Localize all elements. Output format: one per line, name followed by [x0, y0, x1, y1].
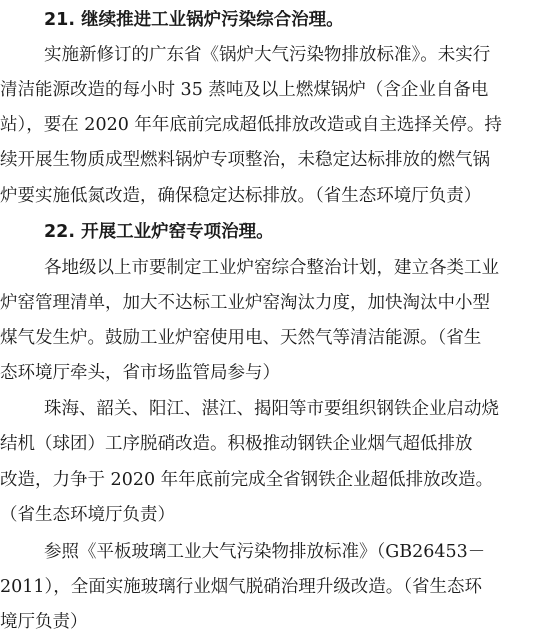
section-21-para-1-line-5: 炉要实施低氮改造，确保稳定达标排放。（省生态环境厅负责）: [0, 186, 482, 206]
section-21-para-1-line-2: 清洁能源改造的每小时 35 蒸吨及以上燃煤锅炉（含企业自备电: [0, 80, 489, 100]
section-22-para-3-line-3: 境厅负责）: [0, 612, 88, 632]
section-21-heading: 21. 继续推进工业锅炉污染综合治理。: [44, 10, 344, 30]
section-22-para-3-line-1: 参照《平板玻璃工业大气污染物排放标准》（GB26453－: [44, 542, 486, 562]
section-22-para-2-line-2: 结机（球团）工序脱硝改造。积极推动钢铁企业烟气超低排放: [0, 434, 473, 454]
section-21-para-1-line-1: 实施新修订的广东省《锅炉大气污染物排放标准》。未实行: [44, 45, 491, 65]
section-22-para-2-line-1: 珠海、韶关、阳江、湛江、揭阳等市要组织钢铁企业启动烧: [44, 399, 499, 419]
section-22-para-1-line-4: 态环境厅牵头，省市场监管局参与）: [0, 363, 280, 383]
section-22-para-1-line-1: 各地级以上市要制定工业炉窑综合整治计划，建立各类工业: [44, 258, 499, 278]
section-22-para-2-line-3: 改造，力争于 2020 年年底前完成全省钢铁企业超低排放改造。: [0, 470, 494, 490]
section-22-para-3-line-2: 2011），全面实施玻璃行业烟气脱硝治理升级改造。（省生态环: [0, 577, 483, 597]
section-22-para-1-line-3: 煤气发生炉。鼓励工业炉窑使用电、天然气等清洁能源。（省生: [0, 328, 482, 348]
section-21-para-1-line-3: 站），要在 2020 年年底前完成超低排放改造或自主选择关停。持: [0, 115, 502, 135]
section-22-heading: 22. 开展工业炉窑专项治理。: [44, 222, 274, 242]
section-22-para-2-line-4: （省生态环境厅负责）: [0, 505, 175, 525]
section-21-para-1-line-4: 续开展生物质成型燃料锅炉专项整治，未稳定达标排放的燃气锅: [0, 150, 490, 170]
section-22-para-1-line-2: 炉窑管理清单，加大不达标工业炉窑淘汰力度，加快淘汰中小型: [0, 293, 490, 313]
